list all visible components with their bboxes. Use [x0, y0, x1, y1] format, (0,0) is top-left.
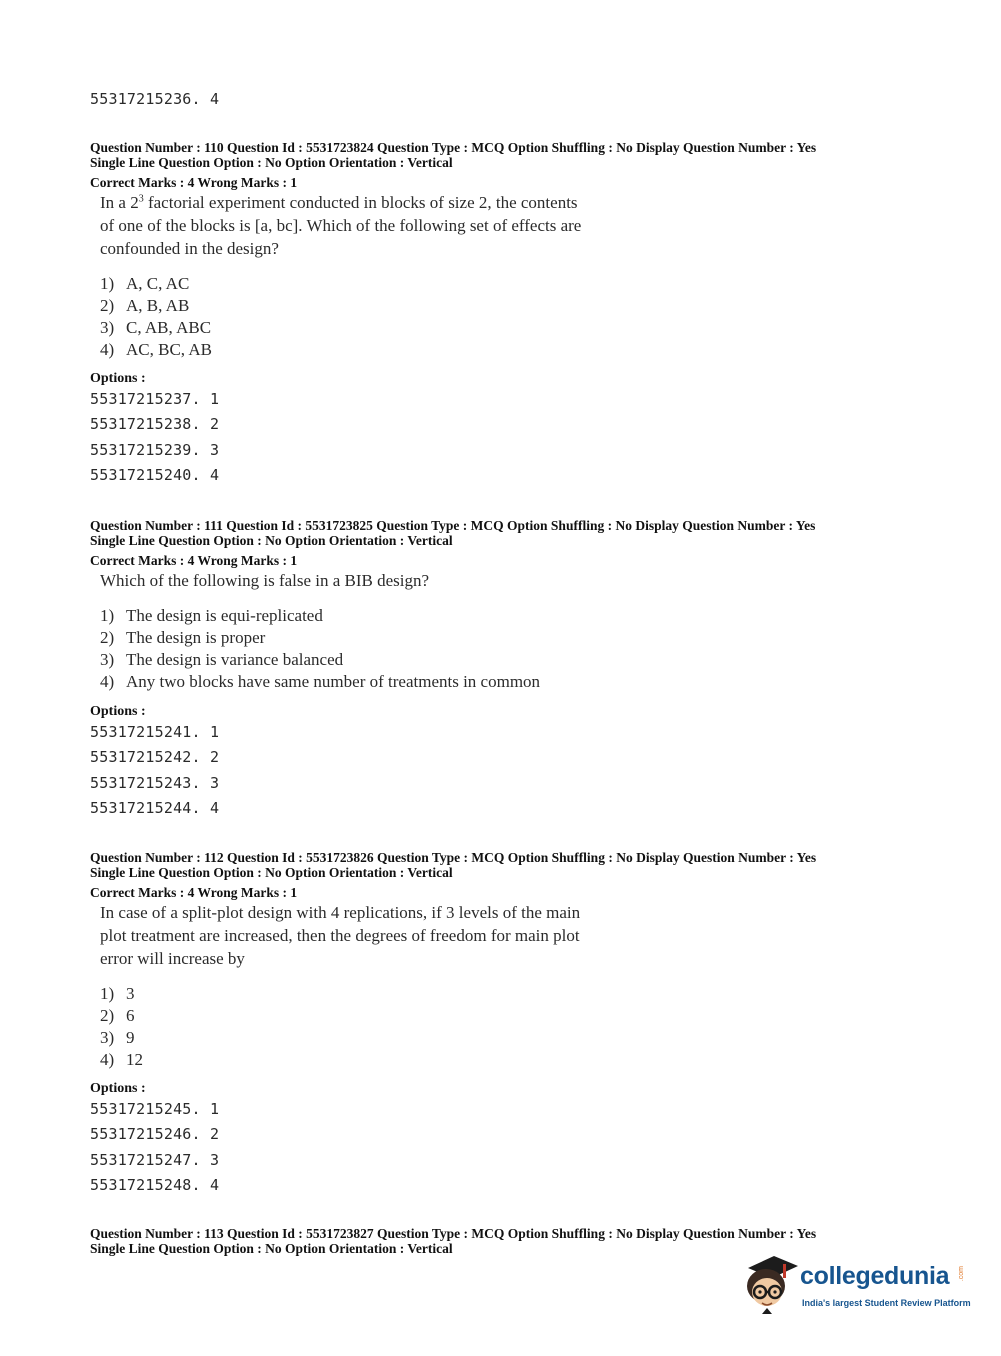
question-meta-line: Single Line Question Option : No Option Orientation : Vertical — [90, 533, 453, 548]
option-line: 55317215248. 4 — [90, 1175, 220, 1194]
choice-item: 2) A, B, AB — [100, 296, 190, 315]
marks-line: Correct Marks : 4 Wrong Marks : 1 — [90, 553, 298, 568]
options-label: Options : — [90, 371, 146, 386]
question-meta-line: Question Number : 110 Question Id : 5531723824 Question Type : MCQ Option Shuffling : No Display Question Number : Yes — [90, 140, 817, 155]
option-line: 55317215236. 4 — [90, 90, 220, 108]
question-text: In case of a split-plot design with 4 replications, if 3 levels of the main plot treatment are increased, then the degrees of freedom for main plot error will increase by — [100, 903, 581, 968]
logo-brand-text: collegedunia — [800, 1262, 950, 1290]
question-meta-line: Question Number : 113 Question Id : 5531723827 Question Type : MCQ Option Shuffling : No Display Question Number : Yes — [90, 1226, 817, 1241]
option-line: 55317215245. 1 — [90, 1100, 220, 1118]
marks-line: Correct Marks : 4 Wrong Marks : 1 — [90, 175, 298, 190]
option-line: 55317215246. 2 — [90, 1125, 220, 1144]
choice-list — [100, 605, 910, 693]
choice-item: 3) C, AB, ABC — [100, 318, 212, 337]
options-list — [90, 720, 910, 821]
option-line: 55317215244. 4 — [90, 798, 220, 817]
choice-item: 4) 12 — [100, 1050, 143, 1069]
option-line: 55317215241. 1 — [90, 723, 220, 741]
question-meta-line: Question Number : 111 Question Id : 5531723825 Question Type : MCQ Option Shuffling : No Display Question Number : Yes — [90, 518, 816, 533]
collegedunia-logo — [742, 1252, 972, 1322]
choice-item: 4) Any two blocks have same number of treatments in common — [100, 672, 541, 691]
question-text: In a $2^3$ factorial experiment conducted in blocks of size 2, the contents of one of the blocks is [a, bc]. Which of the following set of effects are confounded in the design? — [100, 193, 582, 258]
options-list — [90, 387, 910, 488]
option-line: 55317215240. 4 — [90, 465, 220, 484]
question-meta-line: Single Line Question Option : No Option Orientation : Vertical — [90, 1241, 453, 1256]
question-meta-line: Single Line Question Option : No Option Orientation : Vertical — [90, 865, 453, 880]
mascot-icon — [742, 1252, 800, 1314]
logo-suffix-text: .com — [958, 1266, 965, 1282]
option-line: 55317215247. 3 — [90, 1150, 220, 1169]
question-meta-line: Question Number : 112 Question Id : 5531723826 Question Type : MCQ Option Shuffling : No Display Question Number : Yes — [90, 850, 817, 865]
question-text: Which of the following is false in a BIB design? — [100, 571, 430, 590]
choice-item: 3) 9 — [100, 1028, 135, 1047]
choice-item: 2) The design is proper — [100, 628, 266, 647]
question-110 — [90, 140, 910, 488]
choice-item: 2) 6 — [100, 1006, 135, 1025]
choice-item: 3) The design is variance balanced — [100, 650, 344, 669]
question-meta-line: Single Line Question Option : No Option Orientation : Vertical — [90, 155, 453, 170]
marks-line: Correct Marks : 4 Wrong Marks : 1 — [90, 885, 298, 900]
question-111 — [90, 518, 910, 821]
logo-tagline: India's largest Student Review Platform — [802, 1298, 971, 1308]
options-label: Options : — [90, 1081, 146, 1096]
option-line: 55317215242. 2 — [90, 748, 220, 767]
option-line: 55317215243. 3 — [90, 773, 220, 792]
option-line: 55317215238. 2 — [90, 415, 220, 434]
option-line: 55317215239. 3 — [90, 440, 220, 459]
choice-item: 1) The design is equi-replicated — [100, 606, 323, 625]
choice-item: 4) AC, BC, AB — [100, 340, 212, 359]
choice-item: 1) 3 — [100, 984, 135, 1003]
question-112 — [90, 850, 910, 1198]
choice-item: 1) A, C, AC — [100, 274, 190, 293]
choice-list — [100, 273, 910, 361]
option-line: 55317215237. 1 — [90, 390, 220, 408]
choice-list — [100, 983, 910, 1071]
options-list — [90, 1097, 910, 1198]
options-label: Options : — [90, 704, 146, 719]
